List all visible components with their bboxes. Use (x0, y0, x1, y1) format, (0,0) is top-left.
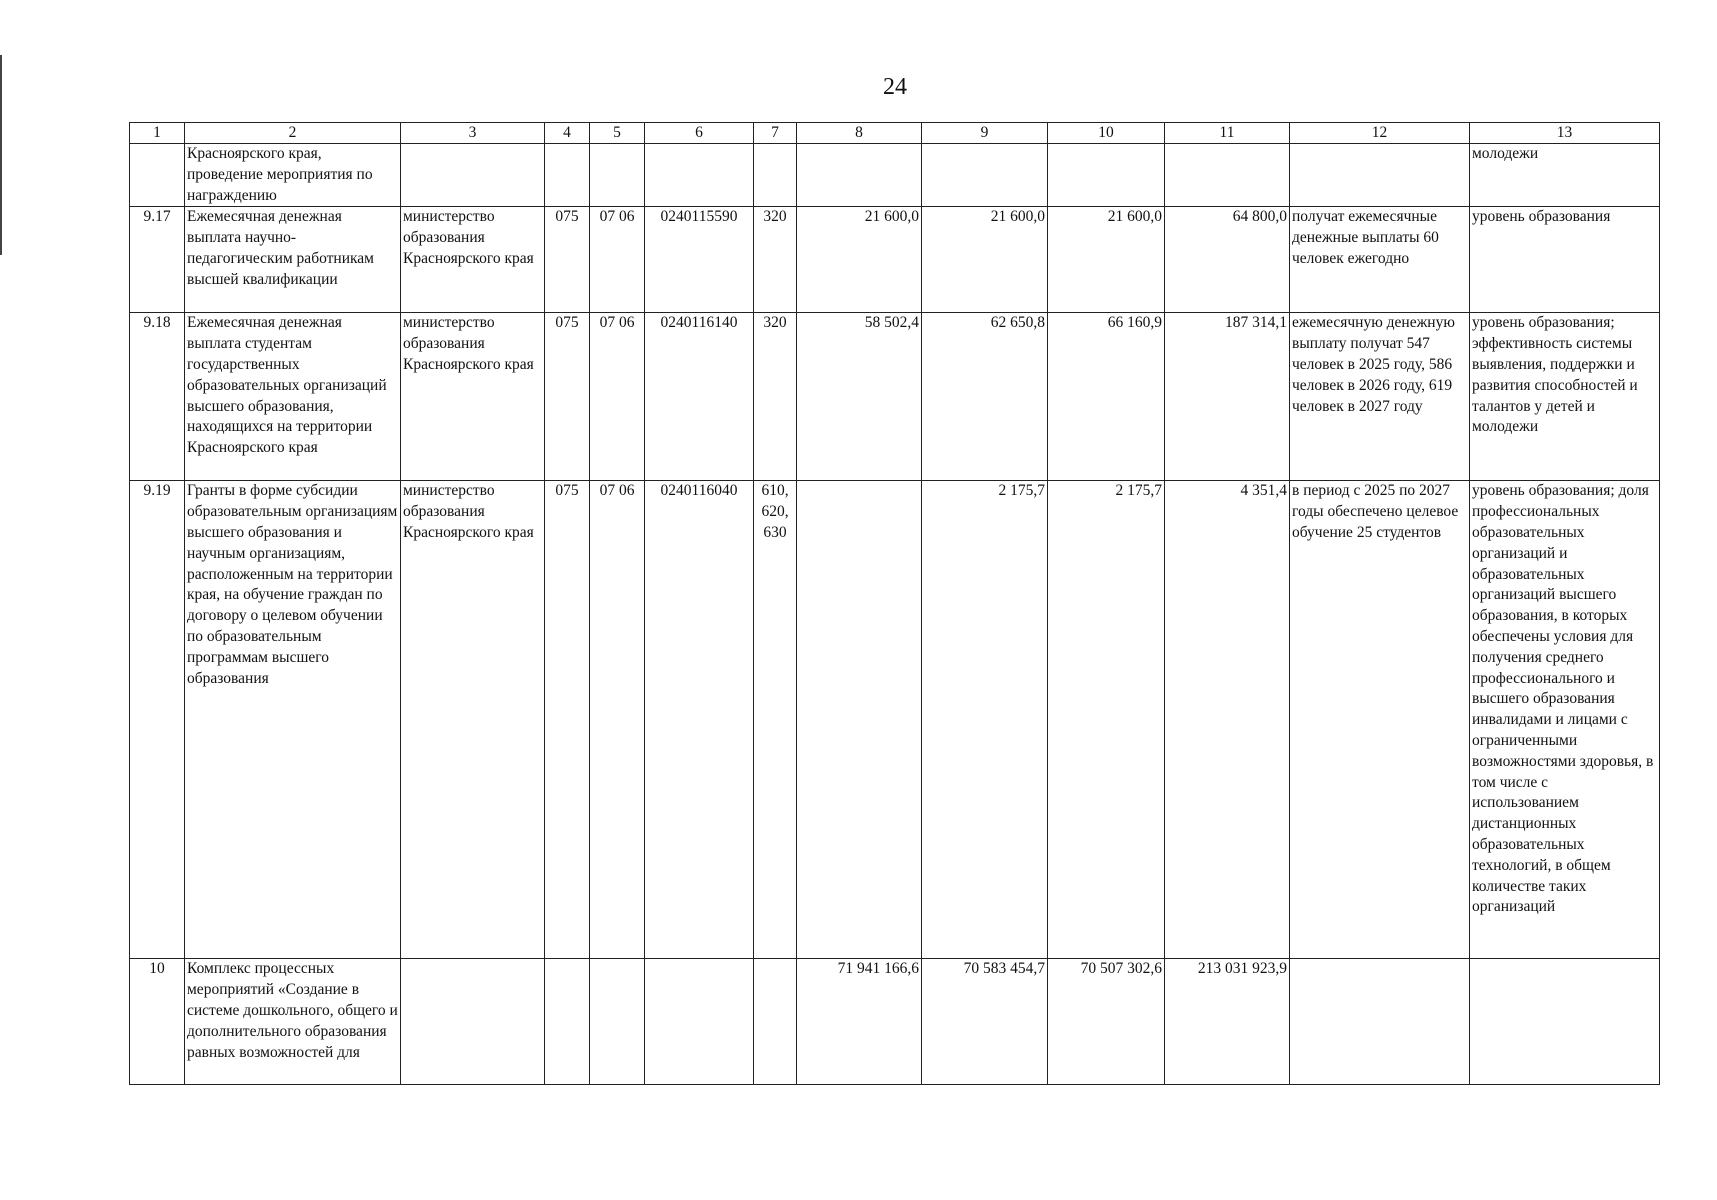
table-row (130, 313, 1660, 481)
row-number: 9.17 (130, 207, 185, 313)
amount-total: 187 314,1 (1165, 313, 1290, 481)
expected-result: получат ежемесячные денежные выплаты 60 человек ежегодно (1290, 207, 1470, 313)
column-header: 10 (1048, 123, 1165, 144)
rzpr-code: 07 06 (590, 481, 645, 959)
executor: министерство образования Красноярского края (401, 313, 545, 481)
amount-2027: 21 600,0 (1048, 207, 1165, 313)
row-number: 9.18 (130, 313, 185, 481)
rzpr-code (590, 144, 645, 207)
csr-code (645, 144, 754, 207)
amount-2026 (922, 144, 1048, 207)
table-row (130, 207, 1660, 313)
row-number: 9.19 (130, 481, 185, 959)
amount-2026: 21 600,0 (922, 207, 1048, 313)
csr-code: 0240115590 (645, 207, 754, 313)
indicator: уровень образования; эффективность системы выявления, поддержки и развития способностей и талантов у детей и молодежи (1470, 313, 1660, 481)
amount-total: 213 031 923,9 (1165, 959, 1290, 1085)
column-header: 2 (185, 123, 401, 144)
vr-code (754, 144, 797, 207)
activity-name: Красноярского края, проведение мероприятия по награждению (185, 144, 401, 207)
indicator: молодежи (1470, 144, 1660, 207)
amount-2026: 62 650,8 (922, 313, 1048, 481)
column-header: 1 (130, 123, 185, 144)
amount-2026: 70 583 454,7 (922, 959, 1048, 1085)
column-header: 9 (922, 123, 1048, 144)
executor (401, 144, 545, 207)
activity-name: Ежемесячная денежная выплата студентам государственных образовательных организаций высшего образования, находящихся на территории Красноярского края (185, 313, 401, 481)
amount-total: 64 800,0 (1165, 207, 1290, 313)
activity-name: Ежемесячная денежная выплата научно-педагогическим работникам высшей квалификации (185, 207, 401, 313)
expected-result: в период с 2025 по 2027 годы обеспечено целевое обучение 25 студентов (1290, 481, 1470, 959)
grbs-code (545, 959, 590, 1085)
column-header: 3 (401, 123, 545, 144)
amount-2025 (797, 481, 922, 959)
table-row (130, 481, 1660, 959)
row-number (130, 144, 185, 207)
table-header-row (130, 123, 1660, 144)
amount-total (1165, 144, 1290, 207)
executor: министерство образования Красноярского края (401, 481, 545, 959)
vr-code: 320 (754, 207, 797, 313)
executor (401, 959, 545, 1085)
expected-result: ежемесячную денежную выплату получат 547 человек в 2025 году, 586 человек в 2026 году, 619 человек в 2027 году (1290, 313, 1470, 481)
vr-code: 610, 620, 630 (754, 481, 797, 959)
expected-result (1290, 959, 1470, 1085)
column-header: 8 (797, 123, 922, 144)
activity-name: Гранты в форме субсидии образовательным организациям высшего образования и научным организациям, расположенным на территории края, на обучение граждан по договору о целевом обучении по образовательным программам высшего образования (185, 481, 401, 959)
grbs-code (545, 144, 590, 207)
amount-2027 (1048, 144, 1165, 207)
grbs-code: 075 (545, 313, 590, 481)
indicator: уровень образования; доля профессиональных образовательных организаций и образовательных организаций высшего образования, в которых обеспечены условия для получения среднего профессионального и высшего образования инвалидами и лицами с ограниченными возможностями здоровья, в том числе с использованием дистанционных образовательных технологий, в общем количестве таких организаций (1470, 481, 1660, 959)
activity-name: Комплекс процессных мероприятий «Создание в системе дошкольного, общего и дополнительного образования равных возможностей для (185, 959, 401, 1085)
indicator (1470, 959, 1660, 1085)
column-header: 6 (645, 123, 754, 144)
vr-code: 320 (754, 313, 797, 481)
amount-total: 4 351,4 (1165, 481, 1290, 959)
column-header: 13 (1470, 123, 1660, 144)
amount-2026: 2 175,7 (922, 481, 1048, 959)
row-number: 10 (130, 959, 185, 1085)
csr-code: 0240116040 (645, 481, 754, 959)
vr-code (754, 959, 797, 1085)
column-header: 7 (754, 123, 797, 144)
amount-2025: 71 941 166,6 (797, 959, 922, 1085)
indicator: уровень образования (1470, 207, 1660, 313)
amount-2025 (797, 144, 922, 207)
amount-2025: 58 502,4 (797, 313, 922, 481)
rzpr-code: 07 06 (590, 313, 645, 481)
column-header: 5 (590, 123, 645, 144)
rzpr-code: 07 06 (590, 207, 645, 313)
csr-code (645, 959, 754, 1085)
column-header: 12 (1290, 123, 1470, 144)
column-header: 11 (1165, 123, 1290, 144)
table-row (130, 959, 1660, 1085)
expected-result (1290, 144, 1470, 207)
csr-code: 0240116140 (645, 313, 754, 481)
executor: министерство образования Красноярского края (401, 207, 545, 313)
rzpr-code (590, 959, 645, 1085)
grbs-code: 075 (545, 207, 590, 313)
grbs-code: 075 (545, 481, 590, 959)
column-header: 4 (545, 123, 590, 144)
page-number: 24 (883, 74, 907, 100)
amount-2027: 70 507 302,6 (1048, 959, 1165, 1085)
amount-2025: 21 600,0 (797, 207, 922, 313)
amount-2027: 66 160,9 (1048, 313, 1165, 481)
program-table (129, 122, 1660, 1085)
amount-2027: 2 175,7 (1048, 481, 1165, 959)
table-row (130, 144, 1660, 207)
